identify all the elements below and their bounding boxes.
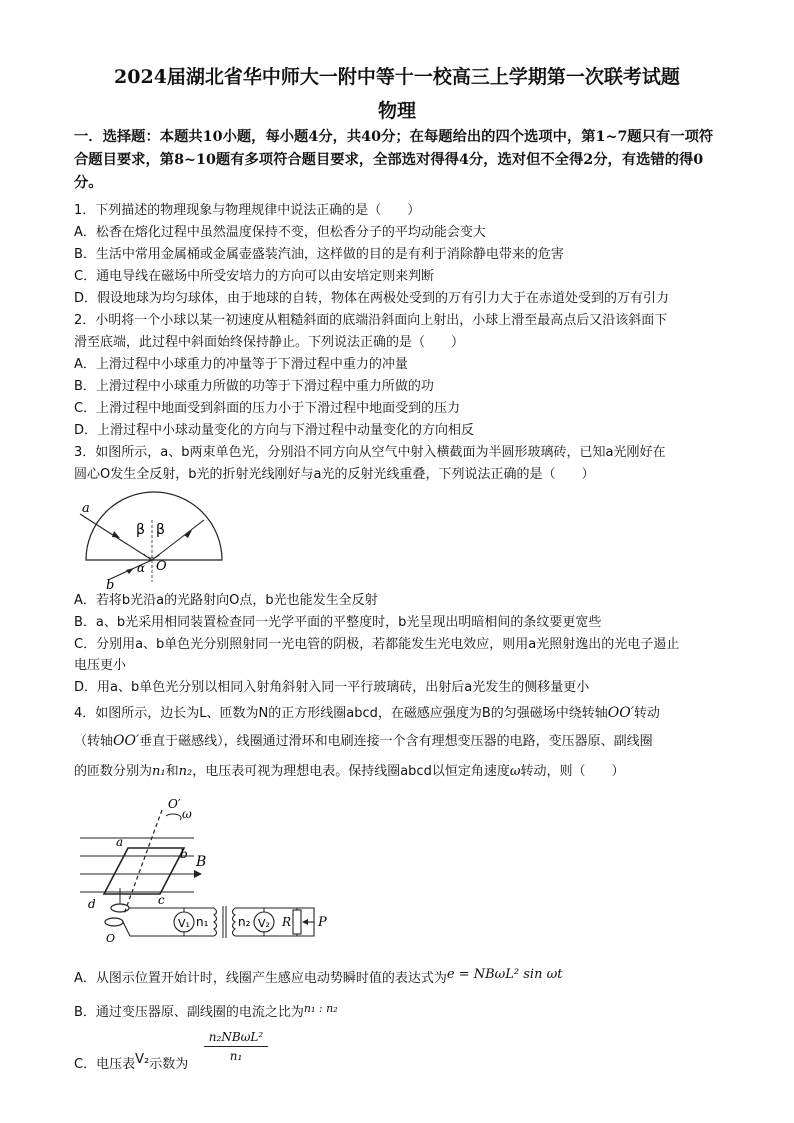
label-R: R xyxy=(282,915,292,929)
label-O: O xyxy=(156,559,167,574)
q4-option-a xyxy=(74,967,563,988)
n1-symbol: n₁ xyxy=(152,764,166,779)
q1-option-b: B．生活中常用金属桶或金属壶盛装汽油，这样做的目的是有利于消除静电带来的危害 xyxy=(74,247,564,262)
n2-symbol: n₂ xyxy=(178,764,193,779)
q1-option-d: D．假设地球为均匀球体，由于地球的自转，物体在两极处受到的万有引力大于在赤道处受到的万有引力 xyxy=(74,291,670,306)
semicircle-glass xyxy=(86,492,222,560)
q2-option-a: A．上滑过程中小球重力的冲量等于下滑过程中重力的冲量 xyxy=(74,357,408,372)
label-V2: V₂ xyxy=(258,917,270,930)
q4-stem-2-text: （转轴 xyxy=(74,734,114,749)
label-beta-left: β xyxy=(136,522,145,538)
secondary-coil xyxy=(233,908,236,936)
label-omega: ω xyxy=(182,807,192,821)
omega-symbol: ω xyxy=(509,764,521,779)
q2-option-c: C．上滑过程中地面受到斜面的压力小于下滑过程中地面受到的压力 xyxy=(74,401,461,416)
omega-arc xyxy=(166,814,181,820)
q4-option-c-tail: 示数为 xyxy=(149,1057,189,1072)
q4-stem-1-text: 4．如图所示，边长为L、匝数为N的正方形线圈abcd，在磁感应强度为B的匀强磁场中绕转轴 xyxy=(74,706,608,721)
ray-a-arrow xyxy=(112,531,120,538)
q1-option-a: A．松香在熔化过程中虽然温度保持不变，但松香分子的平均动能会变大 xyxy=(74,225,486,240)
q1-stem: 1．下列描述的物理现象与物理规律中说法正确的是（ ） xyxy=(74,203,421,218)
section-heading: 一．选择题：本题共10小题，每小题4分，共40分；在每题给出的四个选项中，第1~7题只有一项符合题目要求，第8~10题有多项符合题目要求，全部选对得得4分，选对但不全得2分，有选错的得0分。 xyxy=(74,129,714,191)
axis-label: OO′ xyxy=(607,705,634,721)
resistor-r xyxy=(293,910,301,934)
q4-option-b-formula: n₁ : n₂ xyxy=(303,1002,338,1015)
q3-option-c-1: C．分别用a、b单色光分别照射同一光电管的阴极，若都能发生光电效应，则用a光照射逸出的光电子遏止 xyxy=(74,637,680,652)
label-O: O xyxy=(106,932,116,945)
q3-option-b: B．a、b光采用相同装置检查同一光学平面的平整度时，b光呈现出明暗相间的条纹要更宽些 xyxy=(74,615,602,630)
and-text: 和 xyxy=(165,764,179,779)
label-beta-right: β xyxy=(156,522,165,538)
label-b: b xyxy=(106,578,115,590)
q4-stem-1 xyxy=(74,704,660,723)
q3-option-d: D．用a、b单色光分别以相同入射角斜射入同一平行玻璃砖，出射后a光发生的侧移量更小 xyxy=(74,680,590,695)
label-n2: n₂ xyxy=(238,915,251,929)
label-d: d xyxy=(88,897,96,911)
label-P: P xyxy=(318,915,327,930)
exam-subject: 物理 xyxy=(377,100,416,122)
slider-arrow xyxy=(302,919,308,925)
q2-stem-2: 滑至底端，此过程中斜面始终保持静止。下列说法正确的是（ ） xyxy=(74,335,465,350)
label-b: b xyxy=(180,847,188,861)
label-c: c xyxy=(158,893,165,907)
coil-abcd xyxy=(104,848,184,894)
label-alpha: α xyxy=(137,561,146,575)
slip-ring-2 xyxy=(105,918,123,926)
fraction-numerator: n₂NBωL² xyxy=(204,1030,268,1047)
q3-option-c-2: 电压更小 xyxy=(74,658,127,673)
q4-stem-3-tail: 转动，则（ ） xyxy=(520,764,625,779)
q4-option-b xyxy=(74,1004,338,1022)
q4-stem-2 xyxy=(74,732,653,751)
q1-option-c: C．通电导线在磁场中所受安培力的方向可以由安培定则来判断 xyxy=(74,269,435,284)
q3-figure xyxy=(74,490,234,590)
rotation-axis xyxy=(124,810,162,914)
axis-label-2: OO′ xyxy=(113,733,140,749)
q4-option-c xyxy=(74,1052,189,1074)
q4-option-c-fraction xyxy=(204,1030,268,1063)
q4-stem-3 xyxy=(74,763,624,781)
q4-option-c-text: C．电压表 xyxy=(74,1057,136,1072)
q3-stem-1: 3．如图所示，a、b两束单色光，分别沿不同方向从空气中射入横截面为半圆形玻璃砖，已知a光刚好在 xyxy=(74,445,666,460)
q4-option-b-text: B．通过变压器原、副线圈的电流之比为 xyxy=(74,1005,304,1020)
primary-coil xyxy=(214,908,217,936)
q2-stem-1: 2．小明将一个小球以某一初速度从粗糙斜面的底端沿斜面向上射出，小球上滑至最高点后又沿该斜面下 xyxy=(74,313,668,328)
fraction-denominator: n₁ xyxy=(229,1049,243,1063)
label-V1: V₁ xyxy=(178,917,190,930)
q4-stem-1-tail: 转动 xyxy=(633,706,660,721)
exam-title: 2024届湖北省华中师大一附中等十一校高三上学期第一次联考试题 xyxy=(114,66,680,88)
label-a: a xyxy=(82,501,90,516)
q2-option-b: B．上滑过程中小球重力所做的功等于下滑过程中重力所做的功 xyxy=(74,379,434,394)
q4-option-a-text: A．从图示位置开始计时，线圈产生感应电动势瞬时值的表达式为 xyxy=(74,971,447,986)
q4-option-c-meter: V₂ xyxy=(135,1052,150,1067)
label-a: a xyxy=(116,835,124,849)
q4-stem-2-tail: 垂直于磁感线），线圈通过滑环和电刷连接一个含有理想变压器的电路，变压器原、副线圈 xyxy=(139,734,653,749)
q4-stem-3-mid: ，电压表可视为理想电表。保持线圈abcd以恒定角速度 xyxy=(192,764,510,779)
q4-option-a-formula: e = NBωL² sin ωt xyxy=(446,967,563,982)
field-arrow xyxy=(194,870,202,878)
slip-ring-1 xyxy=(111,904,129,912)
label-B: B xyxy=(196,854,207,870)
ray-b-arrow xyxy=(126,568,134,574)
q4-figure xyxy=(74,796,344,956)
label-Oprime: O′ xyxy=(168,797,181,811)
label-n1: n₁ xyxy=(196,915,209,929)
q2-option-d: D．上滑过程中小球动量变化的方向与下滑过程中动量变化的方向相反 xyxy=(74,423,475,438)
q4-stem-3-text: 的匝数分别为 xyxy=(74,764,153,779)
q3-option-a: A．若将b光沿a的光路射向O点，b光也能发生全反射 xyxy=(74,593,378,608)
q3-stem-2: 圆心O发生全反射，b光的折射光线刚好与a光的反射光线重叠，下列说法正确的是（ ） xyxy=(74,467,595,482)
